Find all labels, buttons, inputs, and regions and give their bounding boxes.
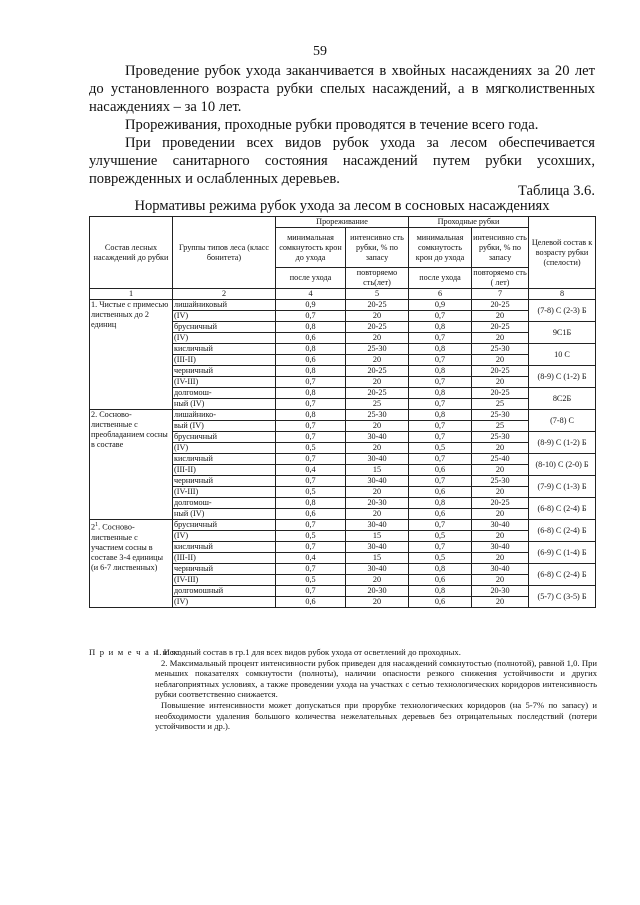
note-item: 2. Максимальный процент интенсивности рубок приведен для насаждений сомкнутостью (полнотой), равной 1,0. При меньших показателях сомкнутости (полноты), наличии опасности резкого снижения устойчивости и других неблагоприятных условиях, а также проведении ухода на участках с сетью технологических коридоров интенсивность рубки соответственно снижается. xyxy=(155,657,597,700)
value-cell: 0,6 xyxy=(276,597,346,608)
target-composition: (6-8) С (2-4) Б xyxy=(529,498,596,520)
value-cell: 30-40 xyxy=(346,520,409,531)
value-cell: 0,5 xyxy=(409,531,472,542)
value-cell: 0,5 xyxy=(409,443,472,454)
forest-type-name: брусничный xyxy=(173,520,276,531)
forest-type-bonitet: (IV) xyxy=(173,311,276,322)
column-number: 7 xyxy=(472,289,529,300)
composition-cell: 1. Чистые с примесью лиственных до 2 единиц xyxy=(90,300,173,410)
composition-number: 2 xyxy=(91,522,96,532)
forest-type-name: кисличный xyxy=(173,454,276,465)
forest-type-bonitet: (IV-III) xyxy=(173,487,276,498)
norms-table xyxy=(89,216,596,608)
value-cell: 0,7 xyxy=(409,454,472,465)
table-body xyxy=(90,300,596,608)
value-cell: 0,5 xyxy=(276,575,346,586)
value-cell: 0,6 xyxy=(409,597,472,608)
value-cell: 25 xyxy=(472,399,529,410)
target-composition: (8-9) С (1-2) Б xyxy=(529,366,596,388)
value-cell: 20 xyxy=(472,465,529,476)
value-cell: 20 xyxy=(346,443,409,454)
forest-type-name: долгомош- xyxy=(173,498,276,509)
forest-type-bonitet: (IV-III) xyxy=(173,575,276,586)
value-cell: 20-25 xyxy=(346,322,409,333)
value-cell: 20 xyxy=(346,575,409,586)
value-cell: 20 xyxy=(472,509,529,520)
value-cell: 20 xyxy=(346,597,409,608)
value-cell: 20 xyxy=(346,509,409,520)
value-cell: 20 xyxy=(472,377,529,388)
value-cell: 0,5 xyxy=(276,443,346,454)
value-cell: 15 xyxy=(346,531,409,542)
value-cell: 30-40 xyxy=(472,542,529,553)
paragraph: При проведении всех видов рубок ухода за лесом обеспечивается улучшение санитарного состояния насаждений путем рубки усохших, поврежденных и ослабленных деревьев. xyxy=(89,135,595,187)
column-number: 6 xyxy=(409,289,472,300)
table-row xyxy=(90,300,596,311)
value-cell: 20-25 xyxy=(472,300,529,311)
value-cell: 20 xyxy=(346,333,409,344)
value-cell: 30-40 xyxy=(346,454,409,465)
header-min-density: минимальная сомкнутость крон до ухода xyxy=(409,228,472,268)
column-number: 1 xyxy=(90,289,173,300)
table-title: Нормативы режима рубок ухода за лесом в сосновых насаждениях xyxy=(134,198,550,214)
value-cell: 30-40 xyxy=(472,520,529,531)
forest-type-name: лишайниковый xyxy=(173,300,276,311)
value-cell: 0,8 xyxy=(276,410,346,421)
forest-type-name: долгомошный xyxy=(173,586,276,597)
value-cell: 20-30 xyxy=(472,586,529,597)
table-row xyxy=(90,520,596,531)
composition-cell xyxy=(90,520,173,608)
value-cell: 20-25 xyxy=(346,300,409,311)
value-cell: 0,7 xyxy=(276,399,346,410)
forest-type-name: кисличный xyxy=(173,542,276,553)
value-cell: 20-25 xyxy=(346,366,409,377)
value-cell: 20 xyxy=(472,597,529,608)
forest-type-name: кисличный xyxy=(173,344,276,355)
value-cell: 0,8 xyxy=(276,498,346,509)
value-cell: 20 xyxy=(472,443,529,454)
value-cell: 20-25 xyxy=(472,366,529,377)
forest-type-name: долгомош- xyxy=(173,388,276,399)
forest-type-bonitet: ный (IV) xyxy=(173,399,276,410)
target-composition: 8С2Б xyxy=(529,388,596,410)
composition-text: . Сосново-лиственные с участием сосны в составе 3-4 единицы (и 6-7 лиственных) xyxy=(91,522,164,572)
value-cell: 0,9 xyxy=(276,300,346,311)
value-cell: 0,7 xyxy=(409,476,472,487)
value-cell: 25 xyxy=(472,421,529,432)
header-after-care: после ухода xyxy=(409,268,472,289)
target-composition: (6-8) С (2-4) Б xyxy=(529,564,596,586)
value-cell: 0,6 xyxy=(276,355,346,366)
value-cell: 20 xyxy=(472,355,529,366)
forest-type-name: черничный xyxy=(173,564,276,575)
target-composition: (7-8) С (2-3) Б xyxy=(529,300,596,322)
target-composition: (8-9) С (1-2) Б xyxy=(529,432,596,454)
value-cell: 0,7 xyxy=(409,432,472,443)
value-cell: 0,8 xyxy=(276,344,346,355)
value-cell: 0,7 xyxy=(276,377,346,388)
value-cell: 20 xyxy=(472,311,529,322)
value-cell: 0,6 xyxy=(409,465,472,476)
column-number: 5 xyxy=(346,289,409,300)
value-cell: 20 xyxy=(472,531,529,542)
header-thinning: Прореживание xyxy=(276,217,409,228)
header-repeatability: повторяемо сть(лет) xyxy=(346,268,409,289)
target-composition: (5-7) С (3-5) Б xyxy=(529,586,596,608)
value-cell: 0,4 xyxy=(276,553,346,564)
value-cell: 0,7 xyxy=(409,333,472,344)
value-cell: 0,7 xyxy=(409,377,472,388)
header-passing-cuts: Проходные рубки xyxy=(409,217,529,228)
value-cell: 0,6 xyxy=(409,509,472,520)
value-cell: 0,5 xyxy=(276,487,346,498)
value-cell: 0,8 xyxy=(409,586,472,597)
forest-type-bonitet: (III-II) xyxy=(173,465,276,476)
value-cell: 25-30 xyxy=(346,344,409,355)
forest-type-bonitet: (III-II) xyxy=(173,355,276,366)
value-cell: 0,6 xyxy=(276,333,346,344)
value-cell: 20 xyxy=(346,487,409,498)
value-cell: 0,7 xyxy=(276,454,346,465)
header-after-care: после ухода xyxy=(276,268,346,289)
value-cell: 25-30 xyxy=(472,476,529,487)
value-cell: 0,7 xyxy=(276,476,346,487)
value-cell: 20-30 xyxy=(346,498,409,509)
forest-type-bonitet: (IV) xyxy=(173,531,276,542)
page-number: 59 xyxy=(313,44,327,59)
value-cell: 0,7 xyxy=(276,542,346,553)
value-cell: 30-40 xyxy=(346,542,409,553)
column-number: 4 xyxy=(276,289,346,300)
value-cell: 0,8 xyxy=(409,410,472,421)
value-cell: 0,5 xyxy=(409,553,472,564)
value-cell: 30-40 xyxy=(472,564,529,575)
value-cell: 20-25 xyxy=(472,498,529,509)
value-cell: 0,8 xyxy=(409,322,472,333)
value-cell: 0,7 xyxy=(409,520,472,531)
value-cell: 0,6 xyxy=(409,575,472,586)
value-cell: 0,8 xyxy=(409,344,472,355)
value-cell: 30-40 xyxy=(346,564,409,575)
forest-type-bonitet: ный (IV) xyxy=(173,509,276,520)
header-composition: Состав лесных насаждений до рубки xyxy=(90,217,173,289)
value-cell: 0,5 xyxy=(276,531,346,542)
value-cell: 0,4 xyxy=(276,465,346,476)
value-cell: 20 xyxy=(472,575,529,586)
table-row xyxy=(90,410,596,421)
value-cell: 0,8 xyxy=(409,498,472,509)
paragraph: Прореживания, проходные рубки проводятся в течение всего года. xyxy=(125,117,539,133)
column-number: 8 xyxy=(529,289,596,300)
forest-type-bonitet: вый (IV) xyxy=(173,421,276,432)
target-composition: (8-10) С (2-0) Б xyxy=(529,454,596,476)
forest-type-name: черничный xyxy=(173,366,276,377)
note-item: 1. Исходный состав в гр.1 для всех видов рубок ухода от осветлений до проходных. xyxy=(155,647,461,657)
value-cell: 30-40 xyxy=(346,432,409,443)
column-number: 2 xyxy=(173,289,276,300)
forest-type-bonitet: (IV) xyxy=(173,443,276,454)
value-cell: 0,7 xyxy=(409,542,472,553)
forest-type-bonitet: (III-II) xyxy=(173,553,276,564)
body-text xyxy=(89,62,595,188)
value-cell: 25-30 xyxy=(346,410,409,421)
value-cell: 0,7 xyxy=(276,520,346,531)
value-cell: 0,9 xyxy=(409,300,472,311)
value-cell: 0,7 xyxy=(409,355,472,366)
composition-cell: 2. Сосново-лиственные с преобладанием сосны в составе xyxy=(90,410,173,520)
header-intensity: интенсивно сть рубки, % по запасу xyxy=(346,228,409,268)
value-cell: 30-40 xyxy=(346,476,409,487)
value-cell: 0,7 xyxy=(409,399,472,410)
notes-label: П р и м е ч а н и я: xyxy=(89,647,181,657)
value-cell: 0,6 xyxy=(276,509,346,520)
value-cell: 25-30 xyxy=(472,344,529,355)
value-cell: 25 xyxy=(346,399,409,410)
value-cell: 0,7 xyxy=(276,432,346,443)
value-cell: 20 xyxy=(472,333,529,344)
value-cell: 15 xyxy=(346,553,409,564)
forest-type-bonitet: (IV) xyxy=(173,333,276,344)
note-item: Повышение интенсивности может допускаться при прорубке технологических коридоров (на 5-7% по запасу) и необходимости удаления большого количества нежелательных деревьев без отрицательных последствий (потери устойчивости и др.). xyxy=(155,699,597,732)
value-cell: 20 xyxy=(472,487,529,498)
value-cell: 20-25 xyxy=(346,388,409,399)
value-cell: 20 xyxy=(346,377,409,388)
target-composition: 9С1Б xyxy=(529,322,596,344)
header-intensity: интенсивно сть рубки, % по запасу xyxy=(472,228,529,268)
forest-type-name: черничный xyxy=(173,476,276,487)
value-cell: 0,8 xyxy=(276,388,346,399)
value-cell: 20-25 xyxy=(472,388,529,399)
header-forest-types: Группы типов леса (класс бонитета) xyxy=(173,217,276,289)
target-composition: (7-9) С (1-3) Б xyxy=(529,476,596,498)
paragraph: Проведение рубок ухода заканчивается в хвойных насаждениях за 20 лет до установленного возраста рубки спелых насаждений, а в мягколиственных насаждениях – за 10 лет. xyxy=(89,63,595,115)
value-cell: 0,7 xyxy=(409,421,472,432)
target-composition: 10 С xyxy=(529,344,596,366)
header-repeatability: повторяемо сть ( лет) xyxy=(473,268,527,287)
value-cell: 20-30 xyxy=(346,586,409,597)
value-cell: 0,8 xyxy=(409,564,472,575)
forest-type-name: лишайнико- xyxy=(173,410,276,421)
value-cell: 0,7 xyxy=(276,586,346,597)
value-cell: 0,7 xyxy=(409,311,472,322)
value-cell: 25-30 xyxy=(472,432,529,443)
value-cell: 0,6 xyxy=(409,487,472,498)
value-cell: 20 xyxy=(346,355,409,366)
value-cell: 0,8 xyxy=(409,366,472,377)
composition-superscript: 1 xyxy=(95,522,99,528)
value-cell: 0,8 xyxy=(276,322,346,333)
value-cell: 15 xyxy=(346,465,409,476)
value-cell: 0,8 xyxy=(276,366,346,377)
value-cell: 25-40 xyxy=(472,454,529,465)
value-cell: 0,7 xyxy=(276,564,346,575)
value-cell: 20 xyxy=(472,553,529,564)
table-label: Таблица 3.6. xyxy=(517,183,595,199)
target-composition: (6-9) С (1-4) Б xyxy=(529,542,596,564)
forest-type-bonitet: (IV) xyxy=(173,597,276,608)
target-composition: (7-8) С xyxy=(529,410,596,432)
notes xyxy=(89,647,597,732)
value-cell: 20 xyxy=(346,421,409,432)
header-min-density: минимальная сомкнутость крон до ухода xyxy=(276,228,346,268)
forest-type-name: брусничный xyxy=(173,322,276,333)
target-composition: (6-8) С (2-4) Б xyxy=(529,520,596,542)
value-cell: 0,7 xyxy=(276,421,346,432)
forest-type-bonitet: (IV-III) xyxy=(173,377,276,388)
value-cell: 0,8 xyxy=(409,388,472,399)
header-target-composition: Целевой состав к возрасту рубки (спелости) xyxy=(529,217,596,289)
forest-type-name: брусничный xyxy=(173,432,276,443)
value-cell: 25-30 xyxy=(472,410,529,421)
value-cell: 20-25 xyxy=(472,322,529,333)
value-cell: 20 xyxy=(346,311,409,322)
value-cell: 0,7 xyxy=(276,311,346,322)
